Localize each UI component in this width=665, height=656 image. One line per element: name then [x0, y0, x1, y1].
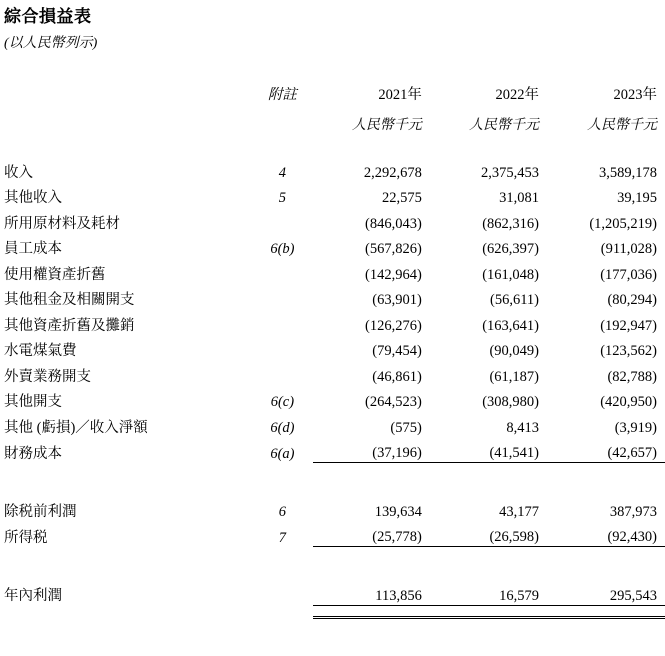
row-note: [252, 207, 313, 233]
total-rule-2021: [313, 547, 430, 558]
row-value-2021: (25,778): [372, 529, 422, 545]
row-value-2023: (1,205,219): [589, 215, 657, 232]
row-value-2022: (626,397): [482, 241, 539, 257]
row-value-2021: (567,826): [365, 241, 422, 257]
row-value-2023: (80,294): [607, 292, 657, 308]
row-value-2023: (3,919): [614, 419, 657, 436]
table-row: [0, 156, 665, 182]
spacer: [0, 134, 665, 156]
row-value-2023: 3,589,178: [599, 164, 657, 181]
row-value-2022: (161,048): [482, 266, 539, 283]
row-label: 其他資產折舊及攤銷: [4, 317, 135, 334]
row-value-2021: (63,901): [372, 292, 422, 308]
header-year-2022: 2022年: [495, 87, 539, 103]
table-row: [0, 411, 665, 437]
page-title: 綜合損益表: [4, 7, 92, 26]
row-value-2021: (37,196): [372, 445, 422, 461]
header-unit-2023: 人民幣千元: [587, 118, 657, 133]
table-header-units: [0, 104, 665, 134]
row-value-2021: (79,454): [372, 343, 422, 359]
row-note: 6(a): [270, 445, 295, 462]
closing-rule-row: [0, 605, 665, 617]
row-value-2021: (575): [390, 419, 422, 436]
header-year-2021: 2021年: [378, 87, 422, 103]
header-note-blank: [252, 104, 313, 134]
row-value-2022: (308,980): [482, 394, 539, 410]
row-value-2023: (42,657): [607, 445, 657, 461]
row-value-2022: (26,598): [489, 529, 539, 545]
row-value-2021: 2,292,678: [363, 164, 422, 181]
row-label: 水電煤氣費: [4, 343, 77, 359]
subtotal-rule-2022: [430, 463, 547, 474]
header-blank-2: [0, 104, 252, 134]
row-value-2022: 43,177: [499, 503, 539, 520]
row-value-2022: 31,081: [499, 190, 539, 206]
row-value-2023: (123,562): [600, 343, 657, 359]
row-value-2021: (846,043): [365, 215, 422, 232]
table-row: [0, 233, 665, 259]
table-row-subtotal: [0, 521, 665, 547]
row-label: 除税前利潤: [4, 503, 77, 520]
rule-row: [0, 463, 665, 474]
row-note: 6(b): [270, 241, 295, 257]
row-value-2021: (142,964): [365, 266, 422, 283]
closing-rule-2022: [430, 605, 547, 617]
spacer: [0, 473, 665, 495]
row-value-2021: (264,523): [365, 394, 422, 410]
row-value-2022: (90,049): [489, 343, 539, 359]
row-value-2021: 22,575: [381, 190, 422, 206]
row-value-2023: (92,430): [607, 529, 657, 545]
row-value-2021: 139,634: [374, 503, 422, 520]
income-statement-table: [0, 78, 665, 619]
subtotal-rule-2021: [313, 463, 430, 474]
header-unit-2021: 人民幣千元: [351, 118, 422, 133]
header-unit-2022: 人民幣千元: [468, 118, 539, 133]
table-row: [0, 284, 665, 310]
row-value-2022: 16,579: [499, 587, 539, 604]
table-header-years: [0, 78, 665, 104]
row-value-2023: (82,788): [607, 368, 657, 385]
row-note: 6(d): [270, 419, 295, 436]
row-value-2021: 113,856: [375, 587, 422, 604]
subtotal-rule-2023: [547, 463, 665, 474]
row-value-2021: (126,276): [365, 317, 422, 334]
row-value-2022: (56,611): [489, 292, 539, 308]
row-label: 財務成本: [4, 445, 62, 462]
row-label: 其他 (虧損)／收入淨額: [4, 419, 148, 436]
row-note: [252, 335, 313, 361]
row-value-2023: 387,973: [609, 503, 657, 520]
row-value-2023: 295,543: [609, 587, 657, 604]
row-value-2021: (46,861): [372, 368, 422, 385]
row-label: 年內利潤: [4, 588, 62, 604]
page-subtitle: (以人民幣列示): [4, 36, 98, 51]
row-label: 外賣業務開支: [4, 368, 91, 385]
header-note-label: 附註: [267, 87, 297, 103]
row-note: 7: [278, 529, 287, 546]
row-label: 其他收入: [4, 190, 62, 206]
row-value-2022: 8,413: [506, 419, 539, 436]
row-note: [252, 309, 313, 335]
total-rule-2023: [547, 547, 665, 558]
row-label: 所用原材料及耗材: [4, 215, 120, 232]
table-row: [0, 207, 665, 233]
row-value-2023: (911,028): [600, 241, 657, 257]
row-label: 其他租金及相關開支: [4, 292, 135, 308]
row-label: 員工成本: [4, 241, 62, 257]
row-value-2022: (163,641): [482, 317, 539, 334]
table-row: [0, 258, 665, 284]
row-value-2022: (41,541): [489, 445, 539, 461]
row-value-2022: 2,375,453: [480, 164, 539, 181]
table-row: [0, 309, 665, 335]
table-row: [0, 335, 665, 361]
row-label: 其他開支: [4, 394, 62, 410]
row-note: 6: [278, 503, 287, 520]
row-note: 4: [278, 164, 287, 181]
closing-rule-2021: [313, 605, 430, 617]
table-row-subtotal: [0, 495, 665, 521]
row-note: [252, 360, 313, 386]
row-value-2022: (61,187): [489, 368, 539, 385]
closing-rule-2023: [547, 605, 665, 617]
row-label: 所得税: [4, 529, 48, 546]
table-row-total: [0, 579, 665, 605]
table-row: [0, 386, 665, 412]
row-value-2023: (177,036): [600, 266, 657, 283]
row-value-2023: 39,195: [617, 190, 657, 206]
row-value-2023: (192,947): [600, 317, 657, 334]
header-year-2023: 2023年: [613, 87, 657, 103]
header-blank: [0, 78, 252, 104]
row-note: [252, 284, 313, 310]
total-rule-2022: [430, 547, 547, 558]
row-note: 6(c): [270, 394, 295, 410]
row-note: 5: [278, 190, 287, 206]
table-row: [0, 437, 665, 463]
row-label: 收入: [4, 164, 33, 181]
table-row: [0, 360, 665, 386]
row-value-2022: (862,316): [482, 215, 539, 232]
row-note: [252, 258, 313, 284]
row-label: 使用權資產折舊: [4, 266, 106, 283]
spacer: [0, 557, 665, 579]
table-row: [0, 182, 665, 208]
row-value-2023: (420,950): [600, 394, 657, 410]
rule-row: [0, 547, 665, 558]
row-note: [252, 579, 313, 605]
